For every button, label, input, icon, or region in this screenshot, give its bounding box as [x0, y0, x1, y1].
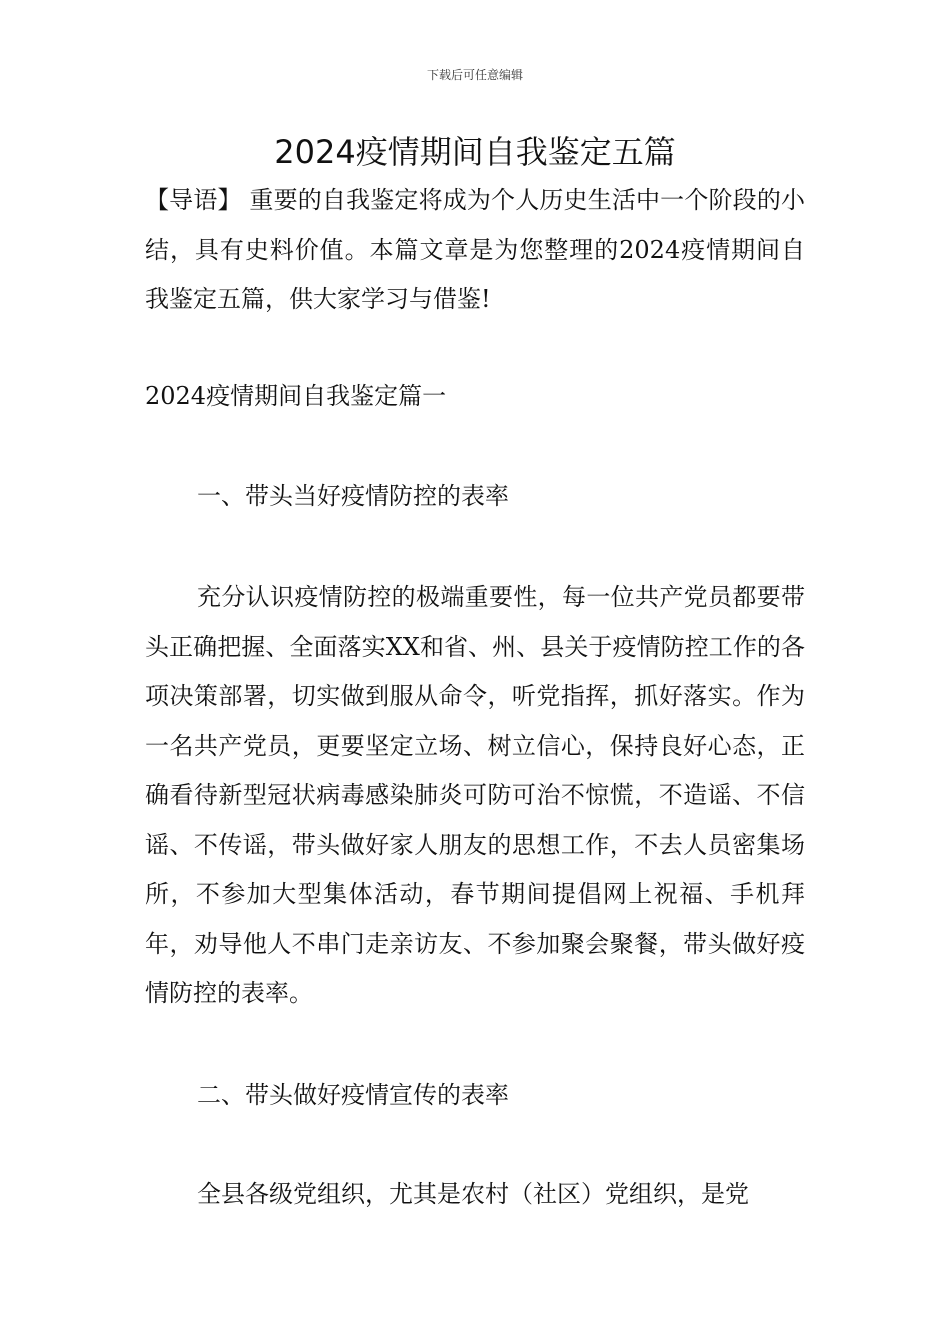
header-note: 下载后可任意编辑: [426, 68, 523, 82]
paragraph-1: 充分认识疫情防控的极端重要性，每一位共产党员都要带头正确把握、全面落实XX和省、州、县关于疫情防控工作的各项决策部署，切实做到服从命令，听党指挥，抓好落实。作为一名共产党员，更要坚定立场、树立信心，保持良好心态，正确看待新型冠状病毒感染肺炎可防可治不惊慌，不造谣、不信谣、不传谣，带头做好家人朋友的思想工作，不去人员密集场所，不参加大型集体活动，春节期间提倡网上祝福、手机拜年，劝导他人不串门走亲访友、不参加聚会聚餐，带头做好疫情防控的表率。: [145, 583, 805, 1007]
section-title: 2024疫情期间自我鉴定篇一: [145, 382, 447, 410]
heading-1: 一、带头当好疫情防控的表率: [197, 482, 509, 510]
document-title: 2024疫情期间自我鉴定五篇: [274, 133, 676, 171]
intro-paragraph: 【导语】 重要的自我鉴定将成为个人历史生活中一个阶段的小结，具有史料价值。本篇文章是为您整理的2024疫情期间自我鉴定五篇，供大家学习与借鉴!: [145, 186, 805, 313]
paragraph-2: 全县各级党组织，尤其是农村（社区）党组织，是党: [197, 1180, 749, 1208]
heading-2: 二、带头做好疫情宣传的表率: [197, 1081, 509, 1109]
